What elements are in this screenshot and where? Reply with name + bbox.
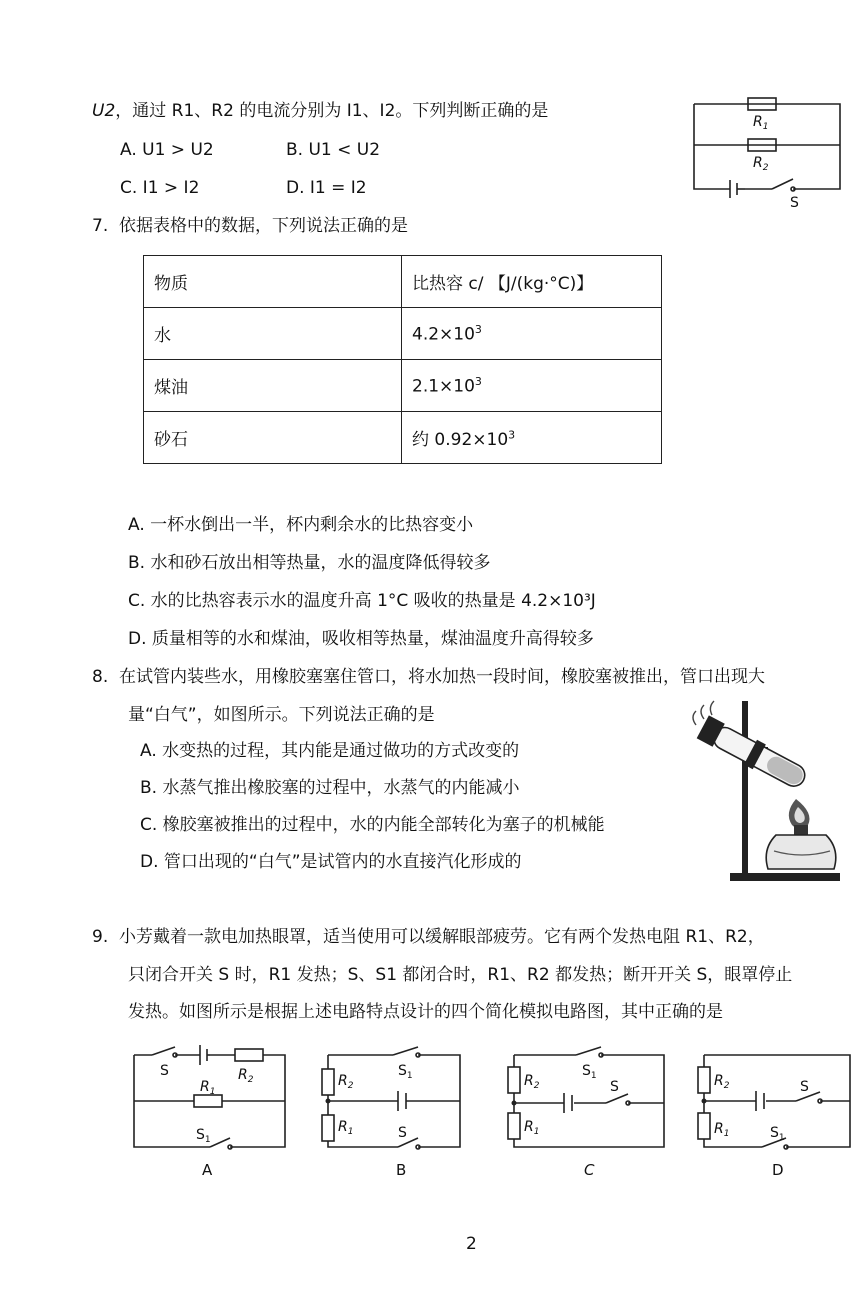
q9-stem-line2: 只闭合开关 S 时，R1 发热；S、S1 都闭合时，R1、R2 都发热；断开开关 S，眼罩停止 <box>128 965 793 985</box>
table-row <box>144 412 662 464</box>
circuit-diagram-c <box>506 1045 671 1185</box>
q6-option-c: C. I1 > I2 <box>120 178 200 198</box>
circuit-diagram-d <box>692 1045 857 1185</box>
table-cell: $4.2\times 10^3$ <box>402 308 662 360</box>
circuit-diagram-b <box>318 1045 478 1185</box>
circuit-label-a: A <box>202 1161 213 1179</box>
q8-stem-line1: 8. 在试管内装些水，用橡胶塞塞住管口，将水加热一段时间，橡胶塞被推出，管口出现大 <box>92 667 766 687</box>
q8-number: 8. <box>92 667 109 687</box>
circuit-diagram-a <box>130 1045 290 1185</box>
test-tube-apparatus-figure <box>678 695 848 890</box>
q6-stem-text: ，通过 R1、R2 的电流分别为 I1、I2。下列判断正确的是 <box>115 101 549 121</box>
q6-option-d: D. I1 = I2 <box>286 178 367 198</box>
table-cell: 水 <box>144 308 402 360</box>
q7-stem <box>92 213 408 239</box>
svg-text:R2: $R_2$ <box>714 1073 730 1091</box>
q7-stem-text: 依据表格中的数据，下列说法正确的是 <box>119 216 409 236</box>
table-row <box>144 360 662 412</box>
specific-heat-table <box>143 255 662 464</box>
q6-stem-lead: U2 <box>92 101 116 121</box>
svg-text:R2: $R_2$ <box>524 1073 540 1091</box>
svg-text:R1: $R_1$ <box>200 1079 216 1097</box>
table-cell: 煤油 <box>144 360 402 412</box>
table-row <box>144 308 662 360</box>
q8-option-c: C. 橡胶塞被推出的过程中，水的内能全部转化为塞子的机械能 <box>140 815 605 835</box>
svg-text:S1: $S_1$ <box>196 1127 211 1145</box>
svg-text:S1: $S_1$ <box>398 1063 413 1081</box>
table-cell: $2.1\times 10^3$ <box>402 360 662 412</box>
table-header-cell: 比热容 c/ 【J/(kg·°C)】 <box>402 256 662 308</box>
svg-text:S1: $S_1$ <box>770 1125 785 1143</box>
q6-option-a: A. U1 > U2 <box>120 140 214 160</box>
svg-text:R2: $R_2$ <box>238 1067 254 1085</box>
table-header-cell: 物质 <box>144 256 402 308</box>
q6-stem <box>92 98 548 124</box>
circuit-label-c: C <box>584 1161 595 1179</box>
q6-label-r1: $R_1$ <box>753 114 769 132</box>
q9-stem-line1: 9. 小芳戴着一款电加热眼罩，适当使用可以缓解眼部疲劳。它有两个发热电阻 R1、R2， <box>92 927 765 947</box>
q8-option-b: B. 水蒸气推出橡胶塞的过程中，水蒸气的内能减小 <box>140 778 520 798</box>
circuit-label-b: B <box>396 1161 407 1179</box>
svg-text:R2: $R_2$ <box>338 1073 354 1091</box>
svg-text:S1: $S_1$ <box>582 1063 597 1081</box>
q9-stem-line3: 发热。如图所示是根据上述电路特点设计的四个简化模拟电路图，其中正确的是 <box>128 1002 723 1022</box>
q6-option-b: B. U1 < U2 <box>286 140 381 160</box>
table-header-row <box>144 256 662 308</box>
q7-option-c: C. 水的比热容表示水的温度升高 1°C 吸收的热量是 4.2×10³J <box>128 591 596 611</box>
q6-label-s: S <box>790 195 799 211</box>
q7-option-b: B. 水和砂石放出相等热量，水的温度降低得较多 <box>128 553 491 573</box>
svg-text:R1: $R_1$ <box>714 1121 730 1139</box>
q7-number: 7. <box>92 216 109 236</box>
page-number: 2 <box>466 1234 477 1254</box>
table-cell: 约 $0.92\times 10^3$ <box>402 412 662 464</box>
svg-text:S: S <box>160 1063 169 1079</box>
q6-circuit-diagram <box>690 95 850 210</box>
q6-label-r2: $R_2$ <box>753 155 769 173</box>
svg-text:R1: $R_1$ <box>524 1119 540 1137</box>
circuit-label-d: D <box>772 1161 784 1179</box>
q8-option-a: A. 水变热的过程，其内能是通过做功的方式改变的 <box>140 741 520 761</box>
q9-number: 9. <box>92 927 109 947</box>
svg-text:S: S <box>398 1125 407 1141</box>
q8-option-d: D. 管口出现的“白气”是试管内的水直接汽化形成的 <box>140 852 522 872</box>
q7-option-a: A. 一杯水倒出一半，杯内剩余水的比热容变小 <box>128 515 474 535</box>
q8-stem-line2: 量“白气”，如图所示。下列说法正确的是 <box>128 705 435 725</box>
svg-text:S: S <box>800 1079 809 1095</box>
svg-text:S: S <box>610 1079 619 1095</box>
table-cell: 砂石 <box>144 412 402 464</box>
q7-option-d: D. 质量相等的水和煤油，吸收相等热量，煤油温度升高得较多 <box>128 629 594 649</box>
svg-text:R1: $R_1$ <box>338 1119 354 1137</box>
